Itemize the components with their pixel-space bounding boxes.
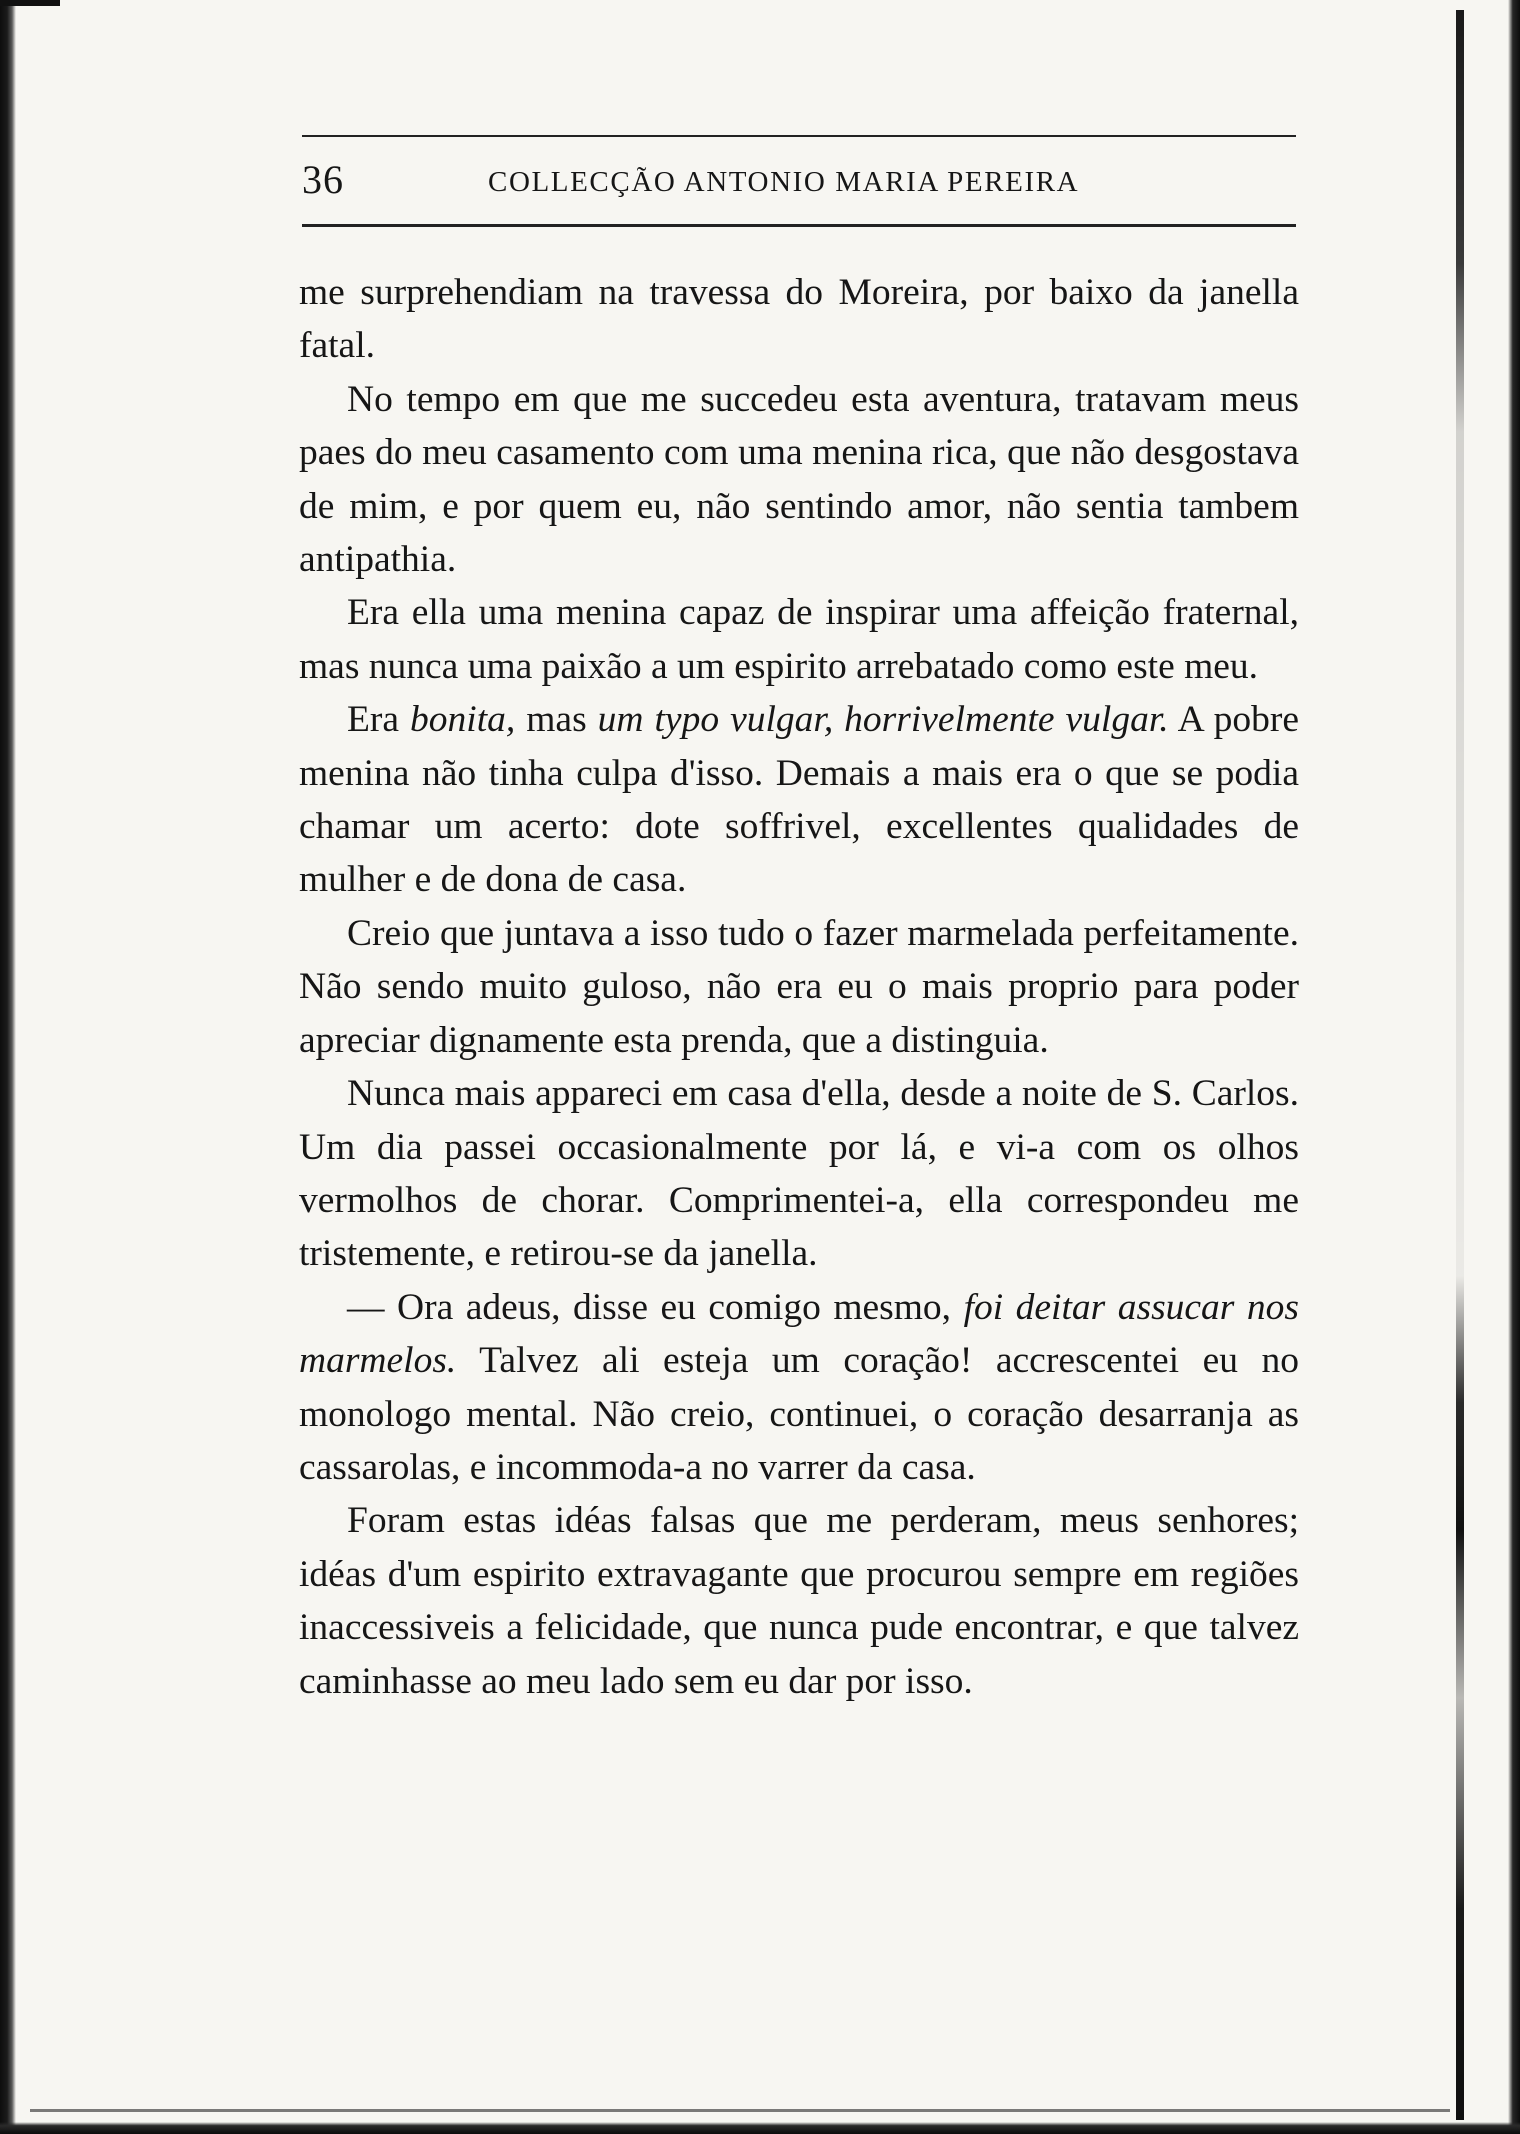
italic-text: foi deitar assucar nos marmelos. [299,1286,1299,1382]
paragraph [299,1494,1299,1708]
text-segment: Foram estas idéas falsas que me perderam, meus senhores; idéas d'um espirito extravagante que procurou sempre em regiões inaccessiveis a felicidade, que nunca pude encontrar, e que talvez caminhasse ao meu lado sem eu dar por isso. [299,1500,1299,1702]
scan-bottom-line [30,2109,1450,2112]
text-segment: Era [347,699,411,741]
text-segment: Talvez ali esteja um coração! accrescentei eu no monologo mental. Não creio, continuei, o coração desarranja as cassarolas, e incommoda-a no varrer da casa. [299,1340,1299,1488]
italic-text: bonita, [410,699,516,741]
text-segment: A pobre menina não tinha culpa d'isso. Demais a mais era o que se podia chamar um acerto: dote soffrivel, excellentes qualidades de mulher e de dona de casa. [299,699,1299,901]
text-segment: Era ella uma menina capaz de inspirar uma affeição fraternal, mas nunca uma paixão a um espirito arrebatado como este meu. [299,592,1299,687]
paragraph [299,693,1299,907]
scan-binding-edge-left [0,0,16,2134]
text-segment: mas [515,699,598,741]
text-segment: — Ora adeus, disse eu comigo mesmo, [347,1286,964,1328]
scan-binding-edge-right [1508,0,1520,2134]
paragraph [299,586,1299,693]
text-segment: me surprehendiam na travessa do Moreira, por baixo da janella fatal. [299,272,1299,367]
header-rule-bottom [302,224,1296,227]
paragraph [299,1281,1299,1495]
paragraph [299,266,1299,373]
body-text [299,266,1299,1708]
scan-page-edge-right [1456,10,1464,2120]
page-number: 36 [302,157,344,202]
text-segment: Creio que juntava a isso tudo o fazer marmelada perfeitamente. Não sendo muito guloso, não era eu o mais proprio para poder apreciar dignamente esta prenda, que a distinguia. [299,912,1299,1061]
text-segment: Nunca mais appareci em casa d'ella, desde a noite de S. Carlos. Um dia passei occasionalmente por lá, e vi-a com os olhos vermolhos de chorar. Comprimentei-a, ella correspondeu me tristemente, e retirou-se da janella. [299,1073,1299,1275]
paragraph [299,1067,1299,1281]
scan-binding-edge-bottom [0,2122,1520,2134]
paragraph [299,907,1299,1067]
header-rule-top [302,135,1296,137]
paragraph [299,373,1299,587]
italic-text: um typo vulgar, horrivelmente vulgar. [597,699,1169,741]
text-segment: No tempo em que me succedeu esta aventura, tratavam meus paes do meu casamento com uma menina rica, que não desgostava de mim, e por quem eu, não sentindo amor, não sentia tambem antipathia. [299,378,1299,581]
running-head [302,152,1296,212]
running-head-title: COLLECÇÃO ANTONIO MARIA PEREIRA [488,166,1080,198]
scan-corner-mark [0,0,60,6]
